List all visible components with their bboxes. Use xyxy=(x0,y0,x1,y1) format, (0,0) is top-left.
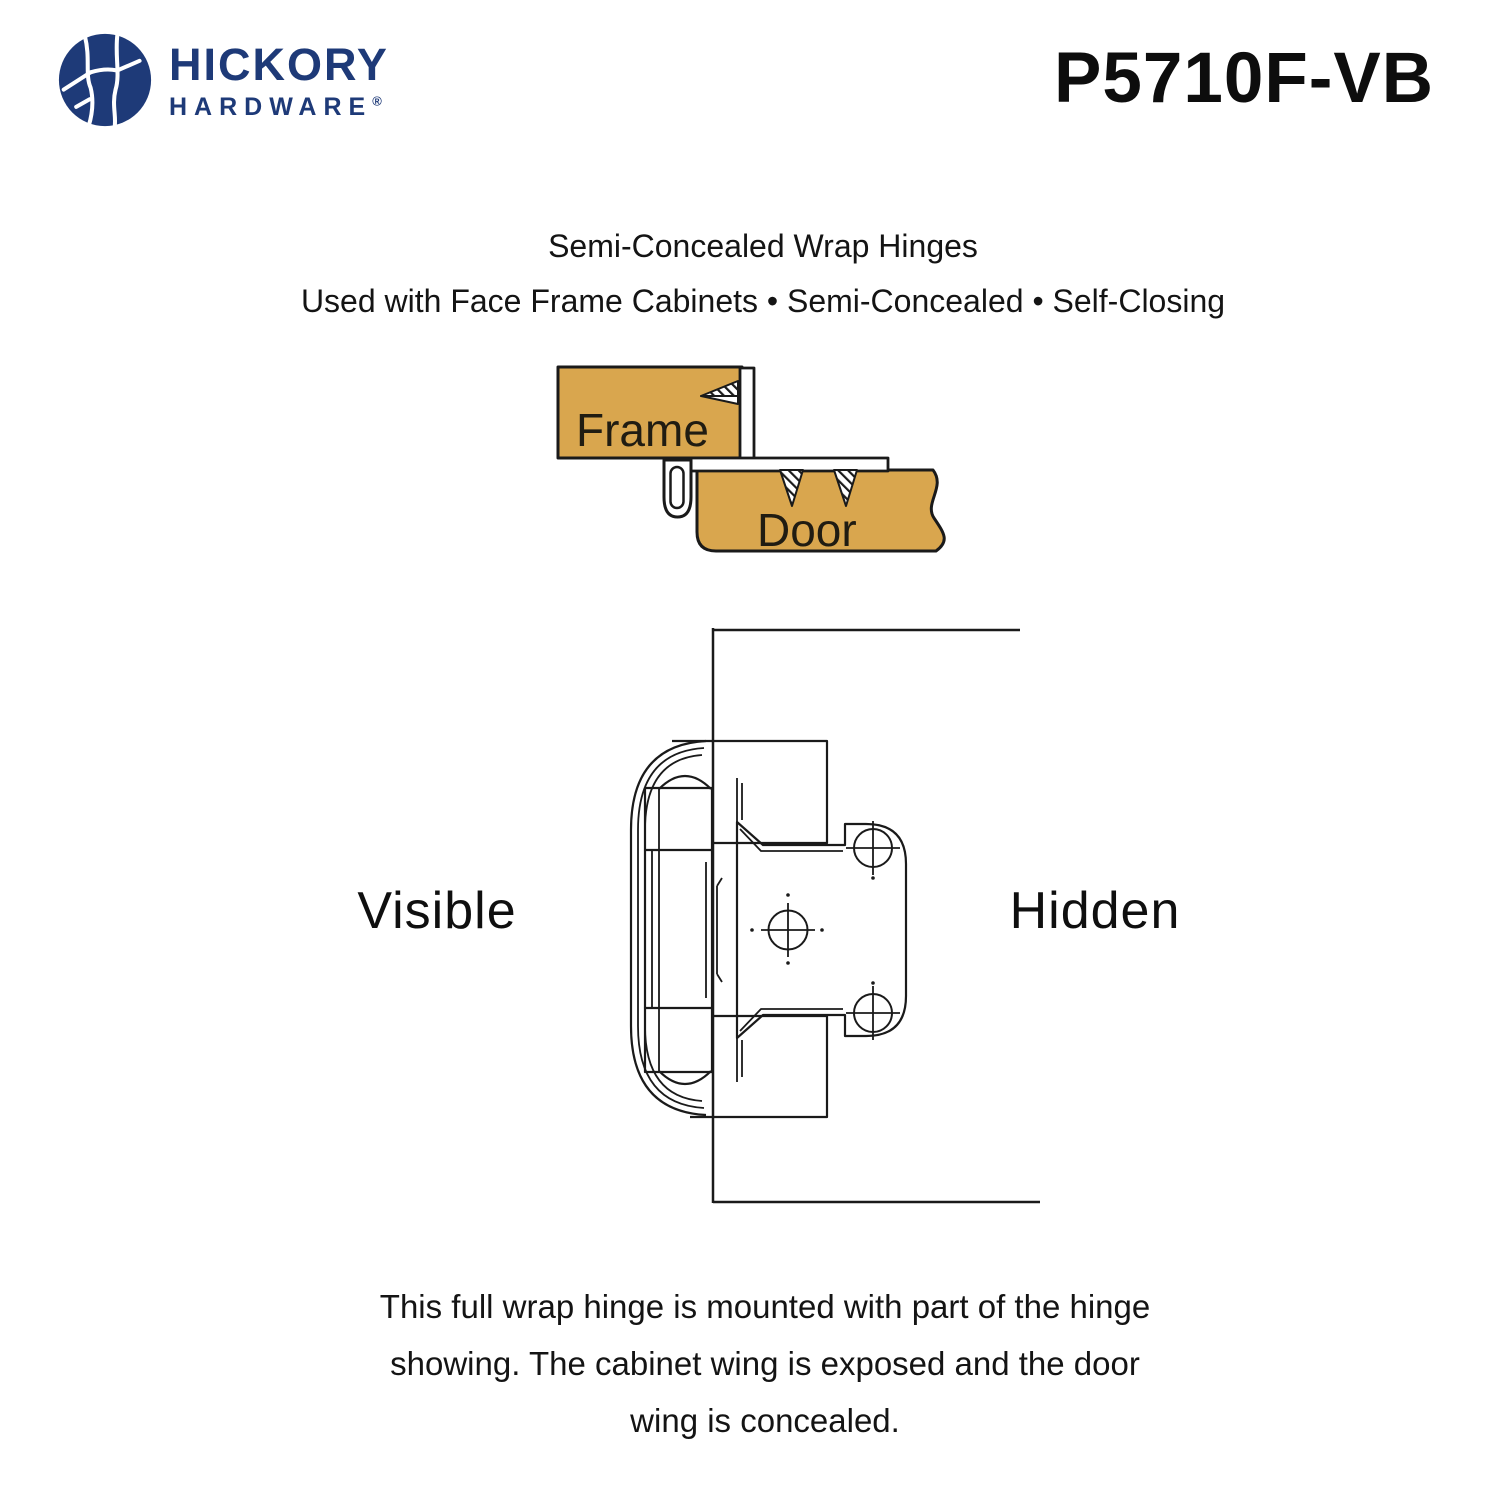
product-code: P5710F-VB xyxy=(1054,39,1434,118)
visible-label: Visible xyxy=(357,882,517,940)
intro-line-2: Used with Face Frame Cabinets • Semi-Concealed • Self-Closing xyxy=(300,283,1226,319)
door-label: Door xyxy=(757,504,857,556)
brand-subname: HARDWARE® xyxy=(169,92,382,121)
registered-trademark: ® xyxy=(372,93,382,109)
wrap-arcs xyxy=(631,741,706,1115)
intro-line-1: Semi-Concealed Wrap Hinges xyxy=(548,228,978,264)
brand-name: HICKORY xyxy=(169,39,389,90)
screw-head-top xyxy=(846,821,900,875)
mount-diagram xyxy=(558,367,944,551)
frame-section-bottom xyxy=(690,1016,827,1117)
frame-label: Frame xyxy=(576,404,709,456)
description-line-3: wing is concealed. xyxy=(630,1402,900,1439)
screw-head-bottom xyxy=(846,986,900,1040)
screw-head-center xyxy=(761,903,815,957)
hinge-frame-wing xyxy=(740,368,754,461)
hinge-barrel xyxy=(645,776,712,1084)
hinge-barrel-slot xyxy=(671,467,684,508)
description-line-1: This full wrap hinge is mounted with part of the hinge xyxy=(379,1288,1151,1325)
hidden-label: Hidden xyxy=(1009,882,1181,940)
hinge-cross-section xyxy=(631,628,1040,1203)
description-line-2: showing. The cabinet wing is exposed and the door xyxy=(390,1345,1140,1382)
